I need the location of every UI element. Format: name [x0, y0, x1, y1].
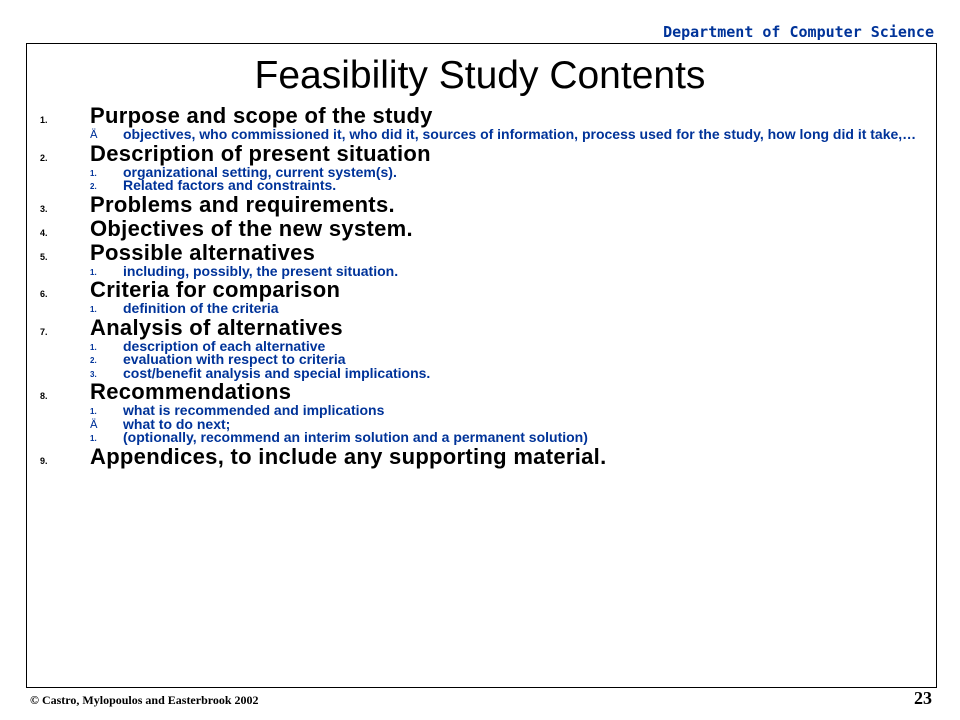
item-number: 6. — [40, 289, 48, 299]
outline-item — [40, 193, 920, 217]
item-heading: Possible alternatives — [90, 239, 316, 265]
outline-item — [40, 316, 920, 381]
sub-item-text: objectives, who commissioned it, who did it, sources of information, process used for the study, how long did it take,… — [123, 126, 917, 142]
sub-item-number: 1. — [90, 168, 97, 178]
sub-item-text: (optionally, recommend an interim solution and a permanent solution) — [123, 429, 588, 445]
sub-item-text: cost/benefit analysis and special implications. — [123, 364, 431, 381]
outline-item — [40, 278, 920, 316]
sub-item-text: what is recommended and implications — [123, 402, 385, 418]
item-heading: Criteria for comparison — [90, 277, 341, 302]
sub-item-number: 2. — [90, 356, 97, 365]
item-heading: Objectives of the new system. — [90, 215, 413, 241]
item-heading: Problems and requirements. — [90, 191, 395, 217]
outline-item — [40, 241, 920, 279]
slide-title: Feasibility Study Contents — [254, 54, 706, 97]
item-number: 4. — [40, 227, 48, 238]
sub-item — [90, 364, 920, 381]
sub-item-number: 1. — [90, 305, 97, 314]
outline-item — [40, 380, 920, 445]
sub-item — [90, 179, 920, 193]
sub-item — [90, 431, 920, 445]
sub-item-number: 1. — [90, 267, 97, 277]
item-number: 3. — [40, 203, 48, 214]
outline-item — [40, 445, 920, 469]
item-heading: Analysis of alternatives — [90, 314, 343, 340]
outline-item — [40, 142, 920, 193]
sub-item-text: what to do next; — [123, 415, 231, 432]
item-heading: Description of present situation — [90, 140, 431, 166]
item-number: 5. — [40, 251, 48, 262]
item-number: 8. — [40, 391, 48, 401]
item-number: 2. — [40, 152, 48, 163]
sub-item-text: evaluation with respect to criteria — [123, 351, 346, 367]
item-heading: Purpose and scope of the study — [90, 103, 433, 128]
sub-item-text: Related factors and constraints. — [123, 177, 337, 193]
sub-item — [90, 262, 920, 279]
outline-list — [40, 104, 920, 469]
item-number: 9. — [40, 455, 48, 466]
item-heading: Recommendations — [90, 379, 292, 404]
sub-item-text: organizational setting, current system(s). — [123, 163, 397, 180]
sub-item-number: 2. — [90, 182, 97, 191]
sub-item-number: 1. — [90, 342, 97, 352]
outline-item — [40, 217, 920, 241]
item-number: 7. — [40, 326, 48, 337]
arrow-bullet-icon: Ä — [90, 417, 98, 431]
sub-item-text: including, possibly, the present situation. — [123, 262, 399, 279]
sub-item-number: 1. — [90, 407, 97, 416]
department-label: Department of Computer Science — [663, 23, 934, 41]
item-number: 1. — [40, 115, 48, 125]
sub-item-text: definition of the criteria — [123, 300, 279, 316]
outline-item — [40, 104, 920, 142]
arrow-bullet-icon: Ä — [90, 128, 98, 141]
sub-item-number: 3. — [90, 369, 97, 379]
sub-item-text: description of each alternative — [123, 337, 326, 354]
copyright-notice: © Castro, Mylopoulos and Easterbrook 2002 — [30, 693, 259, 707]
sub-item — [90, 128, 920, 142]
sub-item-number: 1. — [90, 434, 97, 443]
item-heading: Appendices, to include any supporting material. — [90, 443, 607, 469]
sub-item — [90, 302, 920, 316]
page-number: 23 — [914, 688, 932, 708]
